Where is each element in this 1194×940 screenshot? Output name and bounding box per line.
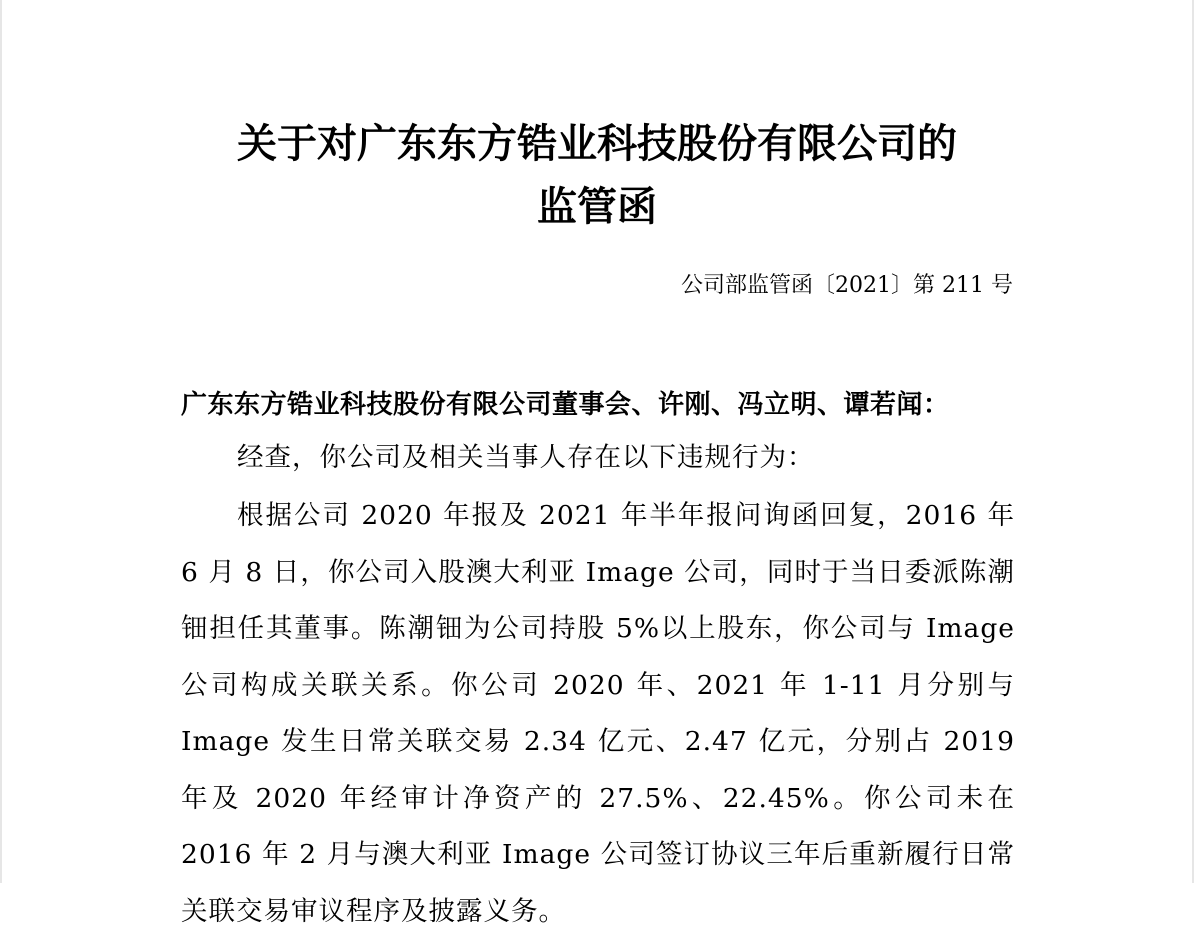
document-number: 公司部监管函〔2021〕第 211 号 bbox=[681, 273, 1013, 298]
body-paragraph-1: 经查，你公司及相关当事人存在以下违规行为： bbox=[237, 442, 815, 473]
body-paragraph-2: 根据公司 2020 年报及 2021 年半年报问询函回复，2016 年 6 月 8 日，你公司入股澳大利亚 Image 公司，同时于当日委派陈潮钿担任其董事。陈潮钿为公司持股 5%以上股东，你公司与 Image 公司构成关联关系。你公司 2020 年、2021 年 1-11 月分别与 Image 发生日常关联交易 2.34 亿元、2.47 亿元，分别占 2019 年及 2020 年经审计净资产的 27.5%、22.45%。你公司未在 2016 年 2 月与澳大利亚 Image 公司签订协议三年后重新履行日常关联交易审议程序及披露义务。 bbox=[181, 500, 1015, 927]
document-title-line-1: 关于对广东东方锆业科技股份有限公司的 bbox=[237, 120, 957, 167]
addressee-line: 广东东方锆业科技股份有限公司董事会、许刚、冯立明、谭若闻： bbox=[181, 390, 950, 420]
document-title-line-2: 监管函 bbox=[537, 183, 657, 230]
